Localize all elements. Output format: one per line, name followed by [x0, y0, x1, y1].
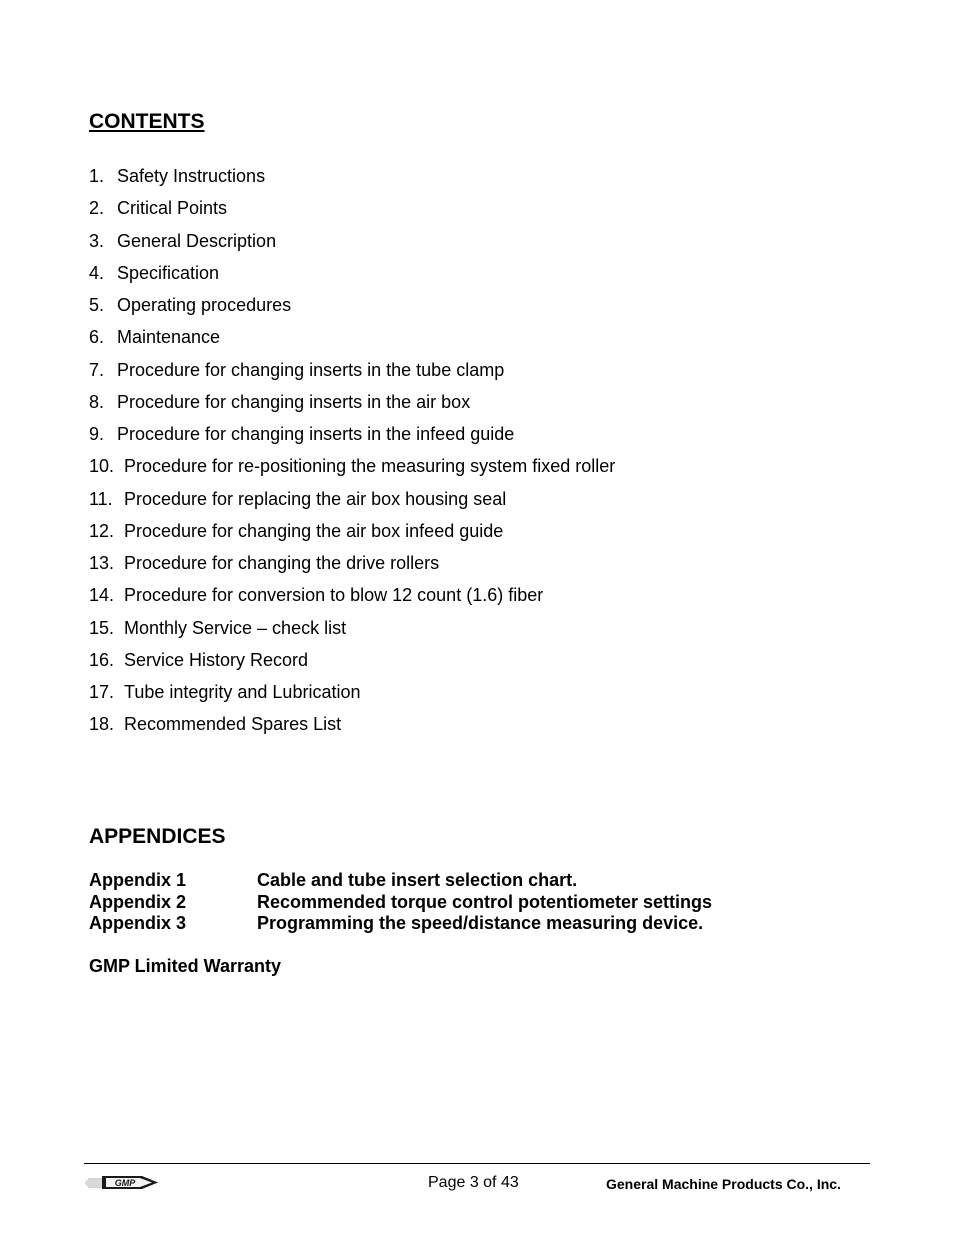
toc-item-number: 10. — [89, 456, 115, 477]
toc-item — [89, 358, 615, 390]
toc-item-number: 9. — [89, 424, 105, 444]
toc-item-number: 1. — [89, 166, 105, 186]
toc-item-number: 5. — [89, 295, 105, 315]
toc-item — [89, 261, 615, 293]
toc-item-number: 17. — [89, 682, 115, 702]
toc-item — [89, 616, 615, 648]
toc-item — [89, 229, 615, 261]
warranty-heading: GMP Limited Warranty — [89, 956, 282, 976]
appendix-text: Cable and tube insert selection chart. — [257, 870, 578, 890]
toc-item-label: Procedure for replacing the air box housing seal — [124, 488, 507, 509]
appendices-heading: APPENDICES — [89, 825, 226, 848]
appendix-row — [89, 870, 712, 892]
toc-item-label: Tube integrity and Lubrication — [124, 682, 361, 702]
toc-item-label: Procedure for changing inserts in the air box — [117, 391, 471, 412]
toc-item-number: 4. — [89, 262, 105, 283]
toc-item — [89, 583, 615, 615]
page-number: Page 3 of 43 — [428, 1174, 519, 1191]
toc-item-label: Procedure for re-positioning the measuring system fixed roller — [124, 456, 616, 477]
toc-item-number: 13. — [89, 553, 115, 573]
toc-item-label: Procedure for changing inserts in the infeed guide — [117, 424, 515, 444]
toc-item — [89, 712, 615, 744]
appendix-label: Appendix 3 — [89, 913, 187, 933]
toc-item-label: Recommended Spares List — [124, 714, 342, 735]
appendix-label: Appendix 1 — [89, 870, 187, 890]
toc-item-number: 18. — [89, 714, 115, 735]
toc-item-label: Maintenance — [117, 327, 221, 348]
toc-item-number: 15. — [89, 617, 115, 638]
toc-item-number: 3. — [89, 230, 105, 251]
toc-item-label: Operating procedures — [117, 295, 292, 315]
toc-item-label: Procedure for changing inserts in the tube clamp — [117, 359, 505, 380]
appendix-text: Programming the speed/distance measuring device. — [257, 913, 704, 933]
toc-item-label: General Description — [117, 230, 277, 251]
toc-item-label: Monthly Service – check list — [124, 617, 347, 638]
toc-item-number: 12. — [89, 520, 115, 541]
toc-item-label: Specification — [117, 262, 220, 283]
appendix-row — [89, 913, 712, 935]
toc-item — [89, 648, 615, 680]
appendix-text: Recommended torque control potentiometer settings — [257, 891, 713, 912]
gmp-arrow-logo-icon — [84, 1170, 162, 1194]
appendix-label: Appendix 2 — [89, 891, 187, 912]
toc-item — [89, 487, 615, 519]
toc-item — [89, 454, 615, 486]
toc-item-number: 6. — [89, 327, 105, 348]
logo-text: GMP — [114, 1178, 136, 1188]
toc-item-number: 14. — [89, 585, 115, 606]
footer-divider — [84, 1163, 870, 1164]
toc-item-label: Procedure for changing the drive rollers — [124, 553, 440, 573]
appendix-list — [89, 870, 712, 935]
toc-item — [89, 196, 615, 228]
toc-item — [89, 325, 615, 357]
toc-item-number: 2. — [89, 198, 105, 219]
toc-item — [89, 422, 615, 454]
toc-item-label: Critical Points — [117, 198, 228, 219]
contents-heading: CONTENTS — [89, 110, 205, 133]
toc-item-number: 8. — [89, 391, 105, 412]
table-of-contents — [89, 164, 615, 745]
toc-item — [89, 390, 615, 422]
toc-item-label: Procedure for changing the air box infeed guide — [124, 520, 504, 541]
toc-item-label: Procedure for conversion to blow 12 count (1.6) fiber — [124, 585, 544, 606]
toc-item-number: 7. — [89, 359, 105, 380]
toc-item-number: 16. — [89, 649, 115, 670]
toc-item — [89, 293, 615, 325]
appendix-row — [89, 892, 712, 914]
toc-item — [89, 680, 615, 712]
toc-item-label: Service History Record — [124, 649, 309, 670]
toc-item — [89, 164, 615, 196]
toc-item — [89, 551, 615, 583]
company-name: General Machine Products Co., Inc. — [606, 1176, 841, 1192]
toc-item-label: Safety Instructions — [117, 166, 266, 186]
toc-item — [89, 519, 615, 551]
toc-item-number: 11. — [89, 488, 113, 509]
